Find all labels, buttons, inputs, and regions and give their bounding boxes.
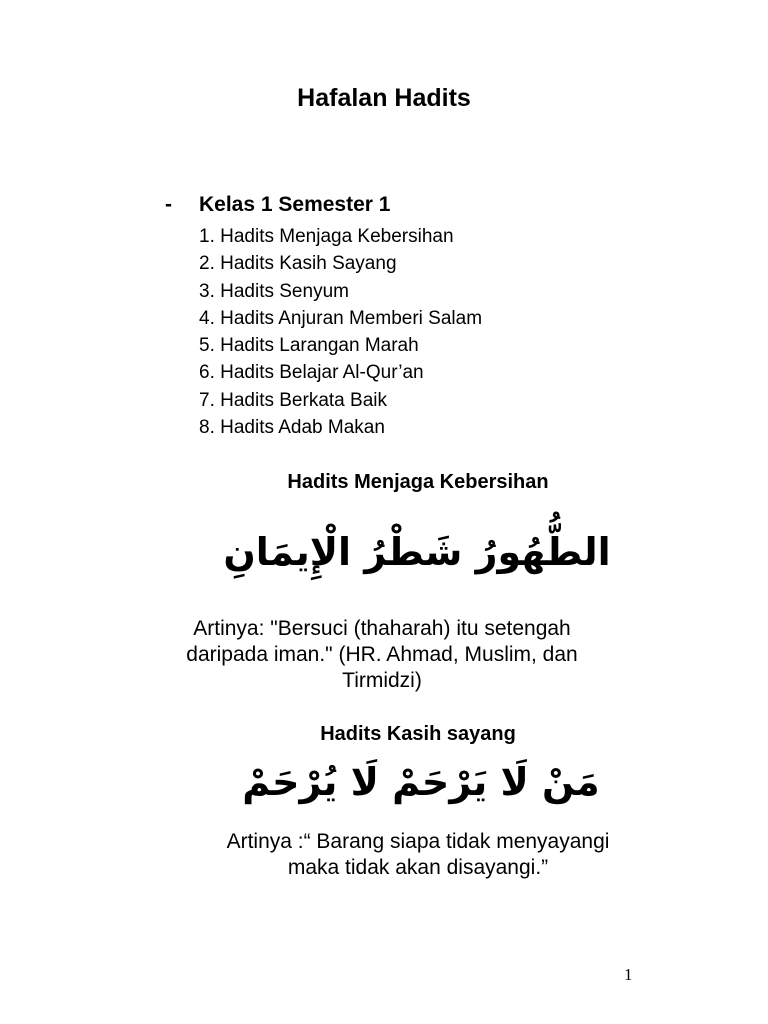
list-item: 5. Hadits Larangan Marah (199, 335, 419, 357)
list-item: 1. Hadits Menjaga Kebersihan (199, 226, 454, 247)
meaning-line: maka tidak akan disayangi.” (287, 856, 549, 879)
meaning-line: Artinya: "Bersuci (thaharah) itu setengah (193, 617, 571, 640)
section-heading (165, 193, 390, 217)
list-item: 8. Hadits Adab Makan (199, 417, 385, 439)
meaning-kebersihan (0, 616, 766, 694)
section-bullet: - (165, 193, 172, 216)
section-heading-text: Kelas 1 Semester 1 (199, 193, 391, 216)
meaning-kasih-sayang (34, 829, 768, 881)
arabic-text-kebersihan: الطُّهُورُ شَطْرُ الْإِيمَانِ (223, 530, 611, 574)
page-number: 1 (624, 965, 633, 984)
meaning-line: Artinya :“ Barang siapa tidak menyayangi (226, 830, 610, 853)
arabic-text-kasih-sayang: مَنْ لَا يَرْحَمْ لَا يُرْحَمْ (242, 760, 600, 804)
hadits-list (199, 223, 482, 441)
hadits-heading-kasih-sayang: Hadits Kasih sayang (320, 723, 516, 745)
list-item: 6. Hadits Belajar Al-Qur’an (199, 362, 424, 384)
list-item: 2. Hadits Kasih Sayang (199, 253, 397, 275)
list-item: 4. Hadits Anjuran Memberi Salam (199, 307, 483, 329)
list-item: 3. Hadits Senyum (199, 280, 349, 302)
list-item: 7. Hadits Berkata Baik (199, 389, 387, 411)
meaning-line: daripada iman." (HR. Ahmad, Muslim, dan (186, 643, 578, 666)
document-title: Hafalan Hadits (297, 84, 471, 112)
meaning-line: Tirmidzi) (342, 669, 422, 692)
hadits-heading-kebersihan: Hadits Menjaga Kebersihan (287, 471, 549, 493)
